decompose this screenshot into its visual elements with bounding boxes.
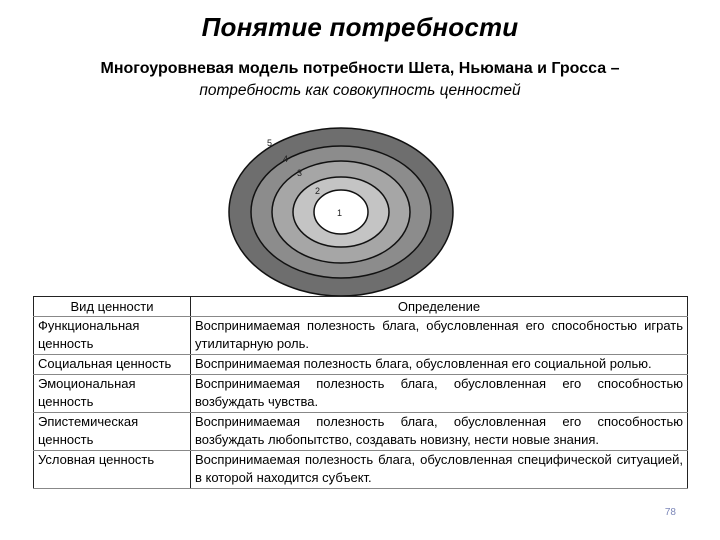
- level-2-label: 2: [315, 186, 321, 196]
- value-kind-cell: Условная ценность: [34, 451, 191, 489]
- slide-subtitle-italic: потребность как совокупность ценностей: [199, 82, 521, 99]
- column-header-kind: Вид ценности: [34, 297, 191, 317]
- value-definition-cell: Воспринимаемая полезность блага, обусловленная его способностью возбуждать любопытство, создавать новизну, нести новые знания.: [191, 413, 688, 451]
- value-definition-cell: Воспринимаемая полезность блага, обусловленная его способностью играть утилитарную роль.: [191, 317, 688, 355]
- table-row: [34, 375, 688, 413]
- table-row: [34, 413, 688, 451]
- level-5-label: 5: [267, 138, 273, 148]
- table-row: [34, 317, 688, 355]
- table-row: [34, 355, 688, 375]
- value-definition-cell: Воспринимаемая полезность блага, обусловленная специфической ситуацией, в которой находится субъект.: [191, 451, 688, 489]
- value-types-table: [33, 296, 688, 489]
- page-number: 78: [664, 507, 676, 518]
- level-4-label: 4: [283, 154, 289, 164]
- level-3-label: 3: [297, 168, 303, 178]
- slide-subtitle: Многоуровневая модель потребности Шета, Ньюмана и Гросса –: [100, 60, 620, 77]
- value-kind-cell: Эмоциональная ценность: [34, 375, 191, 413]
- slide-title: Понятие потребности: [201, 12, 519, 42]
- value-definition-cell: Воспринимаемая полезность блага, обусловленная его социальной ролью.: [191, 355, 688, 375]
- value-kind-cell: Социальная ценность: [34, 355, 191, 375]
- value-kind-cell: Эпистемическая ценность: [34, 413, 191, 451]
- table-row: [34, 451, 688, 489]
- value-kind-cell: Функциональная ценность: [34, 317, 191, 355]
- column-header-definition: Определение: [191, 297, 688, 317]
- value-definition-cell: Воспринимаемая полезность блага, обусловленная его способностью возбуждать чувства.: [191, 375, 688, 413]
- level-1-label: 1: [337, 208, 343, 218]
- table-header-row: [34, 297, 688, 317]
